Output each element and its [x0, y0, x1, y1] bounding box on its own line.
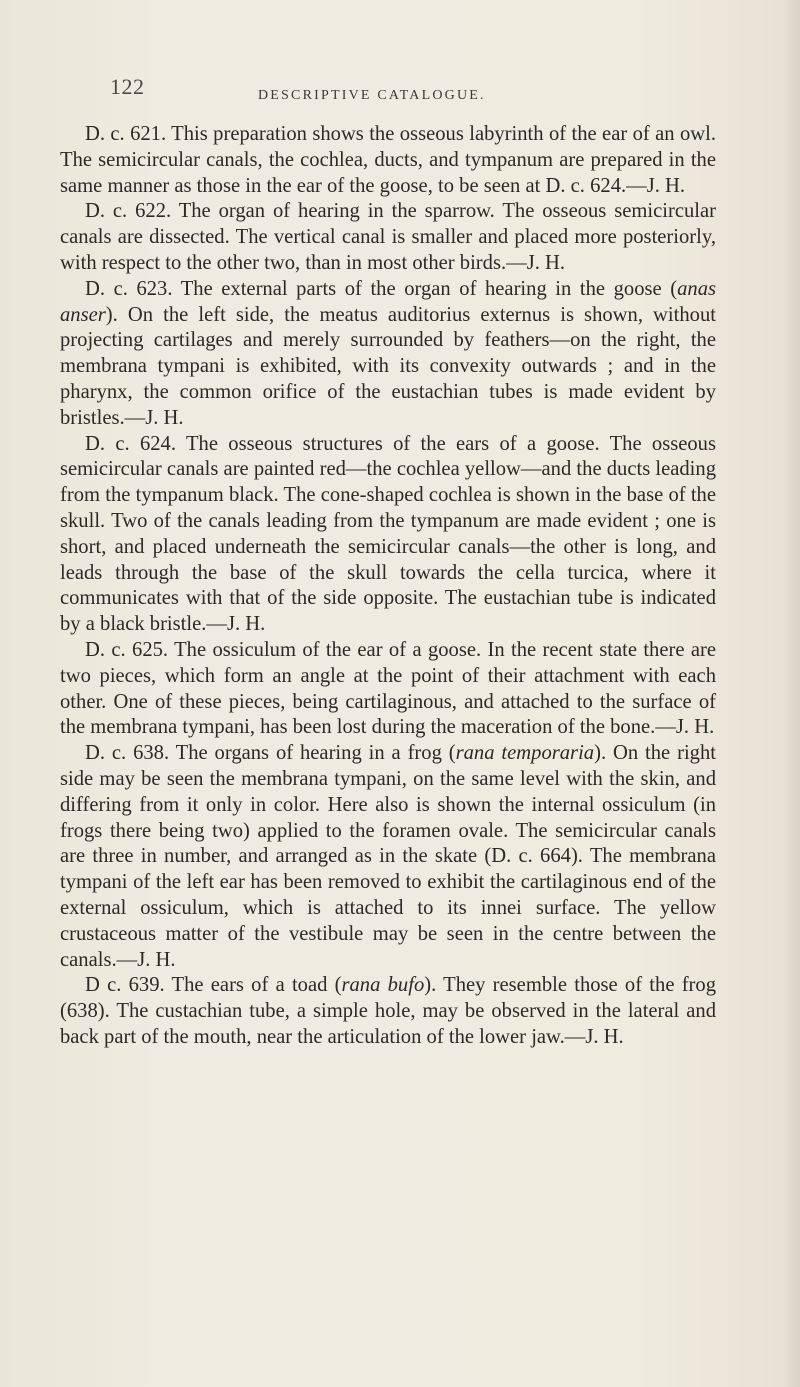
entry-description: The osseous structures of the ears of a goose. The osseous semicircular canals are painted red—the cochlea yellow—and the ducts leading from the tympanum black. The cone-shaped cochlea is shown in the base of the skull. Two of the canals leading from the tympanum are made evident ; one is short, and placed underneath the semicircular canals—the other is long, and leads through the base of the skull towards the cella turcica, where it communicates with that of the side opposite. The eustachian tube is indicated by a black bristle.— — [60, 432, 716, 636]
entry-signature: J. H. — [646, 174, 686, 197]
catalogue-entry-638 — [60, 741, 716, 973]
page-number: 122 — [110, 74, 145, 99]
entry-description: The organ of hearing in the sparrow. The osseous semicircular canals are dissected. The vertical canal is smaller and placed more posteriorly, with respect to the other two, than in most other birds.— — [60, 200, 716, 274]
entry-description: The ears of a toad ( — [171, 974, 342, 997]
entry-description: The organs of hearing in a frog ( — [175, 742, 456, 765]
species-name: rana temporaria — [455, 742, 595, 765]
catalogue-entry-622 — [60, 199, 716, 276]
entry-signature: J. H. — [526, 251, 566, 274]
entry-reference: D. c. 623. — [85, 277, 173, 300]
catalogue-text — [60, 122, 716, 1051]
entry-signature: J. H. — [227, 613, 266, 636]
catalogue-entry-624 — [60, 432, 716, 638]
entry-description: The external parts of the organ of hearing in the goose ( — [180, 277, 678, 300]
catalogue-entry-639 — [60, 973, 716, 1050]
entry-signature: J. H. — [675, 716, 715, 739]
entry-description-cont: ). They resemble those of the frog (638). The custachian tube, a simple hole, may be observed in the lateral and back part of the mouth, near the articulation of the lower jaw.— — [60, 974, 717, 1048]
entry-description-cont: ). On the left side, the meatus auditorius externus is shown, without projecting cartilages and merely surrounded by feathers—on the right, the membrana tympani is exhibited, with its convexity outwards ; and in the pharynx, the common orifice of the eustachian tubes is made evident by bristles.— — [60, 303, 716, 429]
species-name: rana bufo — [341, 974, 425, 997]
entry-reference: D. c. 622. — [85, 200, 172, 223]
entry-signature: J. H. — [137, 948, 176, 971]
page-edge-shadow — [782, 0, 800, 1387]
entry-signature: J. H. — [585, 1025, 624, 1048]
running-title: DESCRIPTIVE CATALOGUE. — [258, 88, 486, 103]
entry-signature: J. H. — [145, 406, 184, 429]
catalogue-entry-625 — [60, 638, 716, 741]
entry-reference: D. c. 625. — [85, 638, 169, 661]
entry-description: The ossiculum of the ear of a goose. In the recent state there are two pieces, which form an angle at the point of their attachment with each other. One of these pieces, being cartilaginous, and attached to the surface of the membrana tympani, has been lost during the maceration of the bone.— — [60, 638, 716, 739]
entry-reference: D. c. 624. — [85, 432, 176, 455]
catalogue-entry-623 — [60, 277, 716, 432]
entry-reference: D. c. 638. — [85, 742, 170, 765]
entry-reference: D c. 639. — [85, 974, 165, 997]
species-name: anas anser — [60, 277, 716, 326]
catalogue-entry-621 — [60, 122, 716, 199]
page-header — [110, 74, 750, 108]
entry-reference: D. c. 621. — [85, 123, 167, 145]
entry-description: This preparation shows the osseous labyrinth of the ear of an owl. The semicircular canals, the cochlea, ducts, and tympanum are prepared in the same manner as those in the ear of the goose, to be seen at D. c. 624.— — [60, 123, 716, 197]
entry-description-cont: ). On the right side may be seen the membrana tympani, on the same level with the skin, and differing from it only in color. Here also is shown the internal ossiculum (in frogs there being two) applied to the foramen ovale. The semicircular canals are three in number, and arranged as in the skate (D. c. 664). The membrana tympani of the left ear has been removed to exhibit the cartilaginous end of the external ossiculum, which is attached to its innei surface. The yellow crustaceous matter of the vestibule may be seen in the centre between the canals.— — [60, 742, 716, 971]
